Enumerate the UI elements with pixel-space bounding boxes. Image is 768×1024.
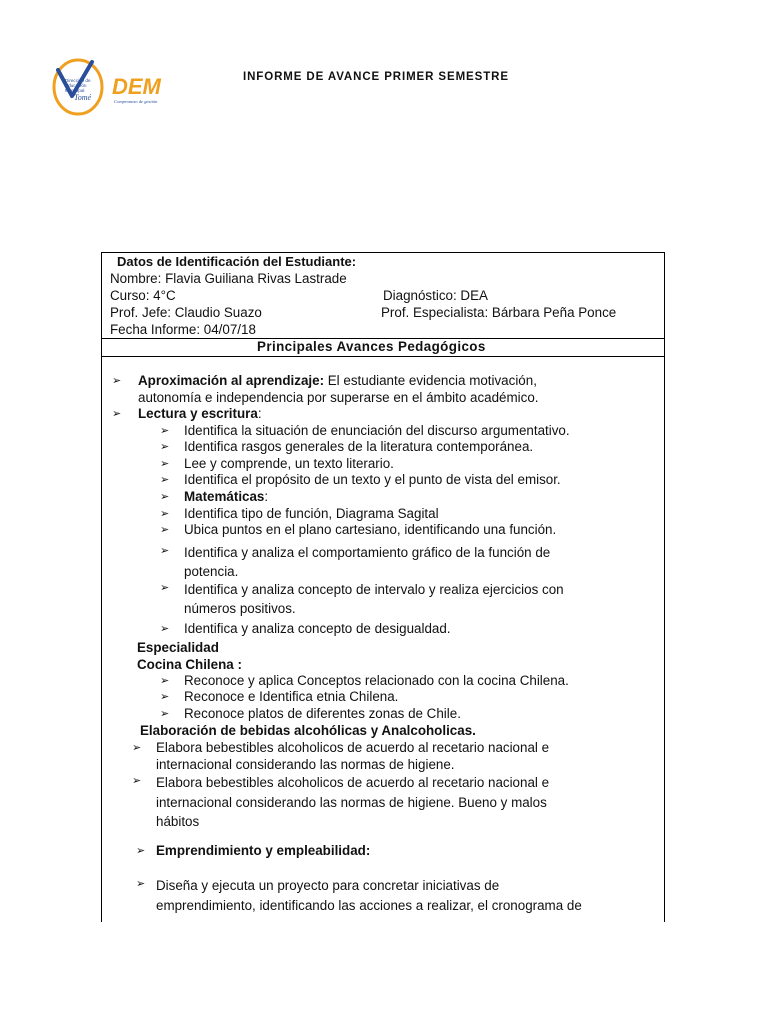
specialist-teacher: Prof. Especialista: Bárbara Peña Ponce xyxy=(381,305,617,320)
arrow-bullet-icon: ➢ xyxy=(160,458,170,470)
arrow-bullet-icon: ➢ xyxy=(160,491,170,503)
logo-brand-text: DEM xyxy=(112,74,161,99)
empr-item-line-1: Diseña y ejecuta un proyecto para concretar iniciativas de xyxy=(156,878,500,893)
cocina-item: Reconoce y aplica Conceptos relacionado con la cocina Chilena. xyxy=(184,673,569,688)
student-info-heading: Datos de Identificación del Estudiante: xyxy=(117,254,357,269)
arrow-bullet-icon: ➢ xyxy=(160,708,170,720)
bebidas-heading: Elaboración de bebidas alcohólicas y Analcoholicas. xyxy=(140,723,476,738)
arrow-bullet-icon: ➢ xyxy=(160,582,170,594)
bebidas-item-1-line-2: internacional considerando las normas de higiene. xyxy=(156,756,455,772)
bebidas-item xyxy=(156,773,549,832)
bebidas-item-1-line-1: Elabora bebestibles alcoholicos de acuerdo al recetario nacional e xyxy=(156,740,550,755)
advances-heading: Principales Avances Pedagógicos xyxy=(257,339,486,354)
aprox-title: Aproximación al aprendizaje: xyxy=(138,373,325,388)
mate-item: Ubica puntos en el plano cartesiano, identificando una función. xyxy=(184,522,557,537)
mate-item-3-line-2: potencia. xyxy=(184,564,239,579)
cocina-heading: Cocina Chilena : xyxy=(137,657,242,672)
bebidas-item-2-line-3: hábitos xyxy=(156,814,200,829)
lectura-title: Lectura y escritura xyxy=(138,406,258,421)
cocina-item: Reconoce e Identifica etnia Chilena. xyxy=(184,689,399,704)
mate-heading xyxy=(184,489,268,506)
mate-item-3-line-1: Identifica y analiza el comportamiento gráfico de la función de xyxy=(184,545,551,560)
mate-item: Identifica tipo de función, Diagrama Sagital xyxy=(184,506,439,521)
bebidas-item-2-line-1: Elabora bebestibles alcoholicos de acuerdo al recetario nacional e xyxy=(156,775,550,790)
mate-item-4-line-2: números positivos. xyxy=(184,601,296,616)
logo-tagline: Compromiso de gestión xyxy=(114,99,158,104)
dem-logo xyxy=(52,56,174,118)
section-divider-2 xyxy=(102,356,664,357)
bebidas-item-2-line-2: internacional considerando las normas de higiene. Bueno y malos xyxy=(156,794,547,810)
lectura-item: Identifica el propósito de un texto y el punto de vista del emisor. xyxy=(184,472,561,487)
arrow-bullet-icon: ➢ xyxy=(160,425,170,437)
especialidad-heading: Especialidad xyxy=(137,640,219,655)
arrow-bullet-icon: ➢ xyxy=(136,845,146,857)
arrow-bullet-icon: ➢ xyxy=(160,524,170,536)
logo-org-line-2: Educación xyxy=(65,83,87,88)
document-title: INFORME DE AVANCE PRIMER SEMESTRE xyxy=(243,71,509,83)
lectura-colon: : xyxy=(257,406,262,421)
lectura-item: Identifica la situación de enunciación del discurso argumentativo. xyxy=(184,423,570,438)
logo-org-line-4: Tomé xyxy=(74,93,92,102)
aprox-text-line-2: autonomía e independencia por superarse en el ámbito académico. xyxy=(138,389,539,405)
mate-item-4-line-1: Identifica y analiza concepto de intervalo y realiza ejercicios con xyxy=(184,582,564,597)
cocina-item: Reconoce platos de diferentes zonas de Chile. xyxy=(184,706,461,721)
logo-org-line-3: Municipal xyxy=(65,88,85,93)
emprendimiento-item xyxy=(156,876,582,915)
arrow-bullet-icon: ➢ xyxy=(160,675,170,687)
lectura-heading xyxy=(138,406,262,423)
student-diagnosis: Diagnóstico: DEA xyxy=(383,288,488,303)
report-table xyxy=(101,252,665,922)
arrow-bullet-icon: ➢ xyxy=(160,508,170,520)
mate-colon: : xyxy=(264,489,269,504)
student-course: Curso: 4°C xyxy=(110,288,176,303)
arrow-bullet-icon: ➢ xyxy=(132,775,142,787)
aprox-item xyxy=(138,373,539,406)
logo-org-line-1: Dirección de xyxy=(65,78,91,83)
report-date: Fecha Informe: 04/07/18 xyxy=(110,322,256,337)
arrow-bullet-icon: ➢ xyxy=(136,878,146,890)
mate-title: Matemáticas xyxy=(184,489,265,504)
arrow-bullet-icon: ➢ xyxy=(160,474,170,486)
head-teacher: Prof. Jefe: Claudio Suazo xyxy=(110,305,262,320)
arrow-bullet-icon: ➢ xyxy=(112,375,122,387)
mate-item: Identifica y analiza concepto de desigualdad. xyxy=(184,621,451,636)
emprendimiento-heading: Emprendimiento y empleabilidad: xyxy=(156,843,371,858)
lectura-item: Lee y comprende, un texto literario. xyxy=(184,456,394,471)
bebidas-item xyxy=(156,740,549,773)
arrow-bullet-icon: ➢ xyxy=(160,691,170,703)
arrow-bullet-icon: ➢ xyxy=(160,545,170,557)
aprox-text-line-1: El estudiante evidencia motivación, xyxy=(324,373,537,388)
arrow-bullet-icon: ➢ xyxy=(132,742,142,754)
student-name: Nombre: Flavia Guiliana Rivas Lastrade xyxy=(110,271,347,286)
mate-item xyxy=(184,543,550,581)
arrow-bullet-icon: ➢ xyxy=(160,441,170,453)
lectura-item: Identifica rasgos generales de la literatura contemporánea. xyxy=(184,439,534,454)
arrow-bullet-icon: ➢ xyxy=(112,408,122,420)
arrow-bullet-icon: ➢ xyxy=(160,623,170,635)
empr-item-line-2: emprendimiento, identificando las acciones a realizar, el cronograma de xyxy=(156,897,582,913)
mate-item xyxy=(184,580,564,618)
